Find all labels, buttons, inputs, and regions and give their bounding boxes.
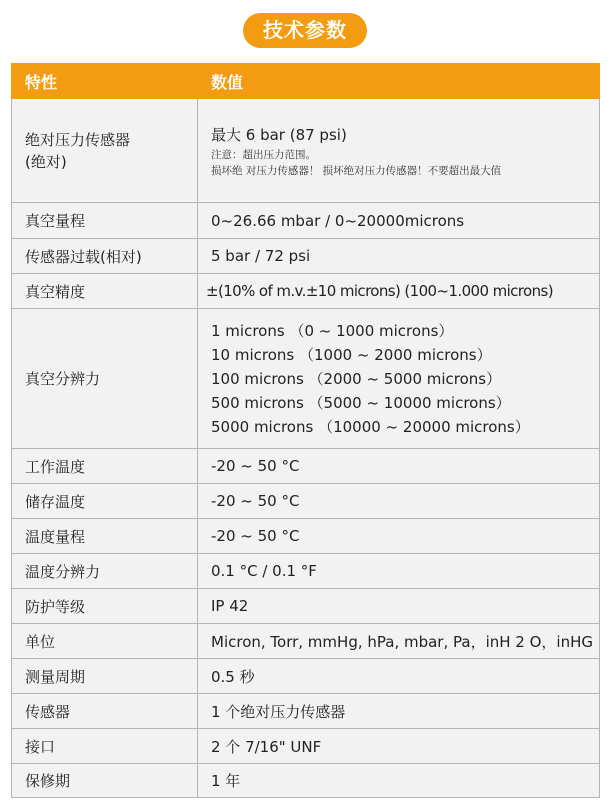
row-label: 接口 [12, 729, 198, 764]
table-row [12, 449, 600, 484]
table-row [12, 764, 600, 798]
row-label: 传感器过载(相对) [12, 239, 198, 274]
table-row [12, 624, 600, 659]
row-value: ±(10% of m.v.±10 microns) (100~1.000 microns) [198, 274, 600, 309]
resolution-line: 10 microns （1000 ~ 2000 microns） [211, 345, 492, 364]
table-row [12, 519, 600, 554]
row-label: 保修期 [12, 764, 198, 798]
row-value: 1 个绝对压力传感器 [198, 694, 600, 729]
row-label: 储存温度 [12, 484, 198, 519]
spec-table [11, 63, 600, 798]
table-row [12, 239, 600, 274]
row-label: 真空分辨力 [12, 309, 198, 449]
table-row [12, 694, 600, 729]
row-value: -20 ~ 50 °C [198, 519, 600, 554]
row-label: 温度分辨力 [12, 554, 198, 589]
row-value: 2 个 7/16" UNF [198, 729, 600, 764]
table-row [12, 554, 600, 589]
row-value: IP 42 [198, 589, 600, 624]
row-value-main: 最大 6 bar (87 psi) [211, 125, 347, 144]
table-row [12, 659, 600, 694]
resolution-line: 5000 microns （10000 ~ 20000 microns） [211, 417, 530, 436]
row-label: 测量周期 [12, 659, 198, 694]
table-row [12, 309, 600, 449]
table-row [12, 99, 600, 203]
row-value: Micron, Torr, mmHg, hPa, mbar, Pa，inH 2 O，inHG [198, 624, 600, 659]
resolution-line: 500 microns （5000 ~ 10000 microns） [211, 393, 511, 412]
table-row [12, 484, 600, 519]
table-row [12, 729, 600, 764]
row-label: 真空精度 [12, 274, 198, 309]
row-value: 0.1 °C / 0.1 °F [198, 554, 600, 589]
table-row [12, 203, 600, 239]
row-label: 防护等级 [12, 589, 198, 624]
table-header-row [12, 64, 600, 99]
row-label-line: 绝对压力传感器 [25, 130, 131, 149]
resolution-line: 1 microns （0 ~ 1000 microns） [211, 321, 454, 340]
row-value: 0.5 秒 [198, 659, 600, 694]
row-value [198, 309, 600, 449]
row-label: 温度量程 [12, 519, 198, 554]
header-feature: 特性 [12, 64, 198, 99]
row-label-line: (绝对) [25, 152, 67, 171]
header-value: 数值 [198, 64, 600, 99]
page-title: 技术参数 [243, 13, 367, 48]
row-note: 注意：超出压力范围。 [211, 148, 316, 161]
row-note: 损坏绝 对压力传感器！ 损坏绝对压力传感器！不要超出最大值 [211, 164, 502, 177]
row-value: 0~26.66 mbar / 0~20000microns [198, 203, 600, 239]
row-value [198, 99, 600, 203]
row-label: 传感器 [12, 694, 198, 729]
row-value: -20 ~ 50 °C [198, 449, 600, 484]
resolution-line: 100 microns （2000 ~ 5000 microns） [211, 369, 502, 388]
row-label: 工作温度 [12, 449, 198, 484]
row-value: -20 ~ 50 °C [198, 484, 600, 519]
table-row [12, 589, 600, 624]
row-value: 1 年 [198, 764, 600, 798]
table-row [12, 274, 600, 309]
row-label: 单位 [12, 624, 198, 659]
row-value: 5 bar / 72 psi [198, 239, 600, 274]
row-label: 真空量程 [12, 203, 198, 239]
title-area [0, 0, 610, 66]
row-label [12, 99, 198, 203]
